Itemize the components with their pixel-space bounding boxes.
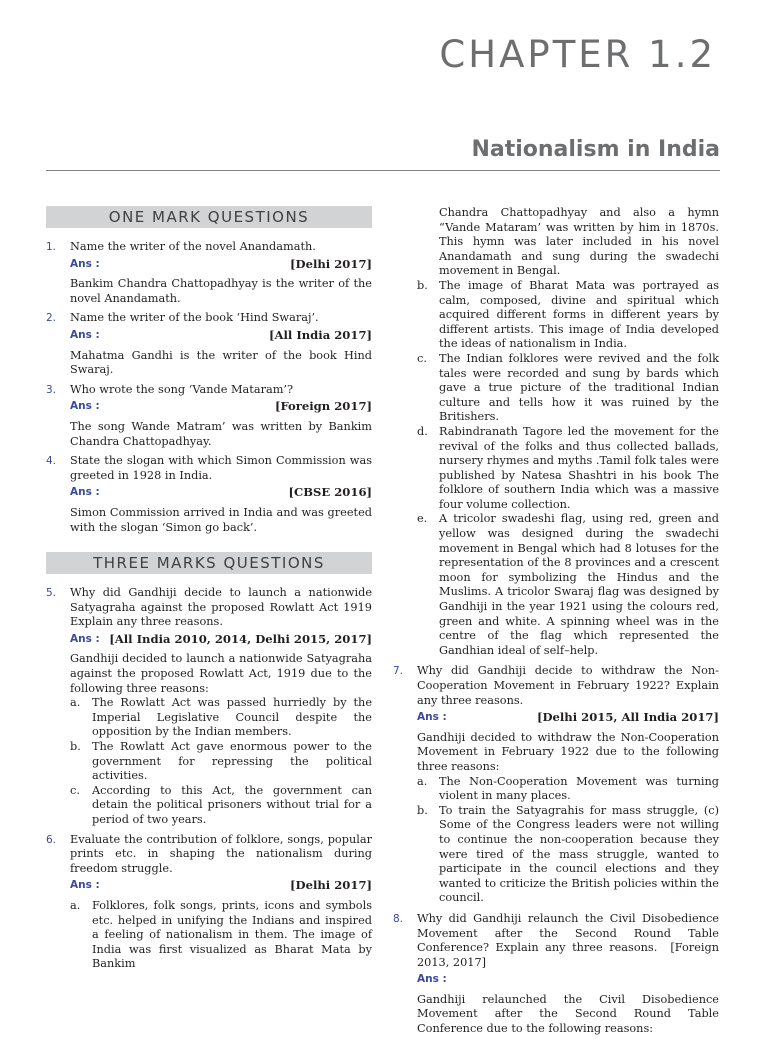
answer-text: Gandhiji relaunched the Civil Disobedience Movement after the Second Round Table Conference due to the following reasons: — [417, 992, 719, 1036]
ans-label: Ans : — [70, 879, 100, 892]
question-body: Why did Gandhiji relaunch the Civil Disobedience Movement after the Second Round Table Conference? Explain any three reasons. — [417, 911, 719, 955]
source-tag: [CBSE 2016] — [288, 485, 372, 500]
point-label — [417, 206, 439, 279]
header-divider — [46, 170, 720, 171]
point-text: To train the Satyagrahis for mass struggle, (c) Some of the Congress leaders were not willing to continue the non-cooperation because they were tired of the mass struggle, wanted to participate in the council elections and they wanted to criticize the British policies within the council. — [439, 803, 719, 905]
point-text: The image of Bharat Mata was portrayed as calm, composed, divine and spiritual which acquired different forms in different years by different artists. This image of India developed the ideas of nationalism in India. — [439, 278, 719, 351]
answer-point — [417, 425, 719, 513]
point-label: a. — [70, 696, 81, 710]
answer-text: Gandhiji decided to withdraw the Non-Cooperation Movement in February 1922 due to the following three reasons: — [417, 730, 719, 773]
answer-point — [70, 784, 372, 828]
answer-point — [417, 775, 719, 804]
answer-point — [417, 512, 719, 658]
question-text: Who wrote the song ‘Vande Mataram’? — [70, 382, 294, 396]
question-number: 8. — [393, 912, 404, 925]
question-7 — [393, 664, 719, 708]
source-tag: [Delhi 2017] — [290, 256, 372, 271]
point-label: c. — [417, 351, 427, 365]
answer-row — [70, 878, 372, 893]
question-3 — [46, 383, 372, 398]
question-6 — [46, 833, 372, 877]
ans-label: Ans : — [70, 632, 100, 645]
answer-row — [70, 257, 372, 272]
point-label: e. — [417, 512, 428, 526]
question-2 — [46, 311, 372, 326]
point-text: Rabindranath Tagore led the movement for the revival of the folks and thus collected ballads, nursery rhymes and myths .Tamil folk tales were published by Natesa Shashtri in his book The folklore of southern India which was a massive four volume collection. — [439, 424, 719, 511]
point-text: The Rowlatt Act gave enormous power to the government for repressing the political activities. — [92, 740, 372, 783]
question-number: 4. — [46, 455, 57, 468]
answer-text: Mahatma Gandhi is the writer of the book Hind Swaraj. — [70, 348, 372, 377]
source-tag: [Foreign 2017] — [274, 399, 372, 414]
point-label: b. — [417, 803, 428, 817]
ans-label: Ans : — [417, 973, 447, 986]
point-text: The Indian folklores were revived and the folk tales were recorded and sung by bards which gave a true picture of the traditional Indian culture and tells how it was ruined by the Britishers. — [439, 351, 719, 424]
answer-text: The song Wande Matram’ was written by Bankim Chandra Chattopadhyay. — [70, 419, 372, 448]
question-text — [417, 912, 719, 970]
question-text: State the slogan with which Simon Commission was greeted in 1928 in India. — [70, 454, 372, 482]
question-5 — [46, 586, 372, 630]
chapter-title: Nationalism in India — [471, 137, 720, 162]
point-label: a. — [70, 898, 81, 912]
point-label: b. — [417, 278, 428, 292]
answer-row — [70, 485, 372, 500]
section-one-mark: ONE MARK QUESTIONS — [46, 206, 372, 228]
point-text: According to this Act, the government can detain the political prisoners without trial for a period of two years. — [92, 783, 372, 826]
ans-label: Ans : — [70, 257, 100, 270]
question-number: 5. — [46, 587, 57, 600]
question-number: 6. — [46, 833, 57, 846]
question-number: 2. — [46, 312, 57, 325]
question-8 — [393, 912, 719, 970]
answer-row — [417, 710, 719, 725]
section-three-marks: THREE MARKS QUESTIONS — [46, 552, 372, 574]
point-label: d. — [417, 424, 428, 438]
question-text: Why did Gandhiji decide to withdraw the Non-Cooperation Movement in February 1922? Explain any three reasons. — [417, 664, 719, 707]
ans-label: Ans : — [70, 400, 100, 413]
chapter-heading: CHAPTER 1.2 — [439, 33, 716, 76]
right-column — [393, 206, 719, 1042]
answer-row — [70, 399, 372, 414]
question-text: Evaluate the contribution of folklore, songs, popular prints etc. in shaping the nationalism during freedom struggle. — [70, 832, 372, 875]
answer-point — [70, 696, 372, 740]
answer-point-continued — [417, 206, 719, 279]
answer-row — [70, 632, 372, 647]
question-1 — [46, 240, 372, 255]
source-tag: [All India 2017] — [269, 327, 372, 342]
point-text: A tricolor swadeshi flag, using red, green and yellow was designed during the swadechi movement in Bengal which had 8 lotuses for the representation of the 8 provinces and a crescent moon for symbolizing the Hindus and the Muslims. A tricolor Swaraj flag was designed by Gandhiji in the year 1921 using the colours red, green and white. A spinning wheel was in the centre of the flag which represented the Gandhian ideal of self–help. — [439, 512, 719, 657]
answer-row — [70, 328, 372, 343]
question-number: 1. — [46, 241, 57, 253]
answer-point — [70, 740, 372, 784]
question-text: Name the writer of the book ‘Hind Swaraj’. — [70, 311, 319, 325]
answer-point — [417, 804, 719, 906]
answer-point — [70, 899, 372, 972]
answer-point — [417, 279, 719, 352]
answer-text: Bankim Chandra Chattopadhyay is the writer of the novel Anandamath. — [70, 277, 372, 305]
answer-point — [417, 352, 719, 425]
ans-label: Ans : — [70, 328, 100, 341]
answer-row — [417, 972, 719, 987]
ans-label: Ans : — [70, 486, 100, 499]
source-tag: [Delhi 2017] — [290, 878, 372, 893]
answer-text: Simon Commission arrived in India and was greeted with the slogan ‘Simon go back’. — [70, 505, 372, 534]
question-number: 3. — [46, 383, 57, 396]
point-label: c. — [70, 783, 80, 797]
point-text: The Non-Cooperation Movement was turning violent in many places. — [439, 774, 719, 803]
point-label: a. — [417, 774, 428, 788]
question-number: 7. — [393, 665, 404, 678]
point-label: b. — [70, 740, 81, 754]
left-column — [46, 206, 372, 972]
ans-label: Ans : — [417, 711, 447, 724]
answer-text: Gandhiji decided to launch a nationwide Satyagraha against the proposed Rowlatt Act, 1919 due to the following three reasons: — [70, 652, 372, 695]
point-text: Chandra Chattopadhyay and also a hymn “Vande Mataram’ was written by him in 1870s. This hymn was later included in his novel Anandamath and sung during the swadechi movement in Bengal. — [439, 206, 719, 278]
point-text: Folklores, folk songs, prints, icons and symbols etc. helped in unifying the Indians and inspired a feeling of nationalism in them. The image of India was first visualized as Bharat Mata by Bankim — [92, 898, 372, 971]
source-tag: [All India 2010, 2014, Delhi 2015, 2017] — [109, 631, 372, 646]
point-text: The Rowlatt Act was passed hurriedly by the Imperial Legislative Council despite the opposition by the Indian members. — [92, 696, 372, 739]
question-text: Why did Gandhiji decide to launch a nationwide Satyagraha against the proposed Rowlatt Act 1919 Explain any three reasons. — [70, 586, 372, 629]
source-tag: [Delhi 2015, All India 2017] — [536, 710, 719, 725]
question-text: Name the writer of the novel Anandamath. — [70, 240, 316, 253]
source-tag: [Foreign 2013, 2017] — [417, 941, 719, 969]
question-4 — [46, 454, 372, 483]
